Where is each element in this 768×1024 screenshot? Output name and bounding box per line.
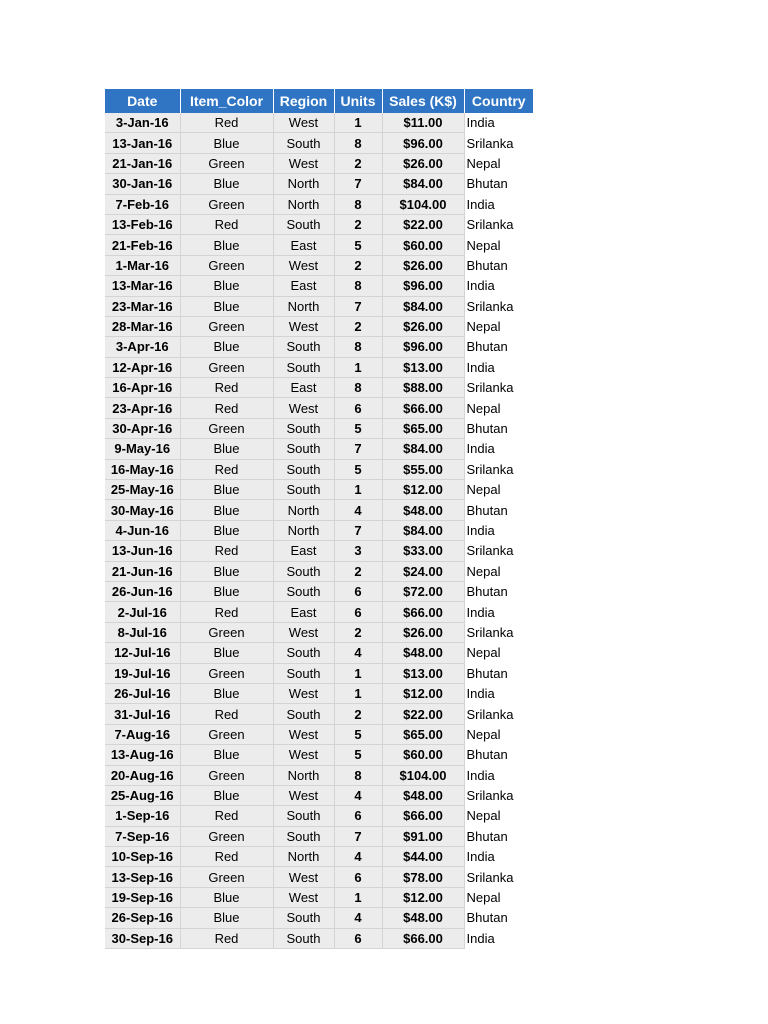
cell-item-color[interactable]: Blue <box>180 520 273 540</box>
cell-sales[interactable]: $66.00 <box>382 806 464 826</box>
cell-country[interactable]: Bhutan <box>464 418 533 438</box>
cell-item-color[interactable]: Blue <box>180 745 273 765</box>
table-row <box>105 541 533 561</box>
cell-country[interactable]: Srilanka <box>464 785 533 805</box>
cell-date[interactable]: 20-Aug-16 <box>105 765 180 785</box>
column-header-country[interactable]: Country <box>464 89 533 113</box>
cell-region[interactable]: South <box>273 663 334 683</box>
table-row <box>105 439 533 459</box>
cell-country[interactable]: Srilanka <box>464 867 533 887</box>
table-row <box>105 133 533 153</box>
cell-region[interactable]: South <box>273 561 334 581</box>
table-row <box>105 581 533 601</box>
cell-units[interactable]: 2 <box>334 316 382 336</box>
cell-units[interactable]: 7 <box>334 439 382 459</box>
cell-units[interactable]: 2 <box>334 214 382 234</box>
table-row <box>105 867 533 887</box>
cell-item-color[interactable]: Red <box>180 541 273 561</box>
cell-date[interactable]: 25-May-16 <box>105 480 180 500</box>
cell-region[interactable]: North <box>273 174 334 194</box>
sales-data-table <box>105 89 533 949</box>
cell-units[interactable]: 1 <box>334 887 382 907</box>
cell-date[interactable]: 21-Feb-16 <box>105 235 180 255</box>
table-row <box>105 561 533 581</box>
cell-region[interactable]: West <box>273 622 334 642</box>
cell-country[interactable]: India <box>464 765 533 785</box>
cell-date[interactable]: 7-Aug-16 <box>105 724 180 744</box>
cell-date[interactable]: 16-Apr-16 <box>105 378 180 398</box>
table-row <box>105 847 533 867</box>
cell-region[interactable]: West <box>273 785 334 805</box>
cell-country[interactable]: Bhutan <box>464 826 533 846</box>
cell-units[interactable]: 4 <box>334 643 382 663</box>
cell-units[interactable]: 4 <box>334 908 382 928</box>
table-row <box>105 337 533 357</box>
cell-units[interactable]: 7 <box>334 826 382 846</box>
cell-region[interactable]: North <box>273 194 334 214</box>
cell-item-color[interactable]: Red <box>180 459 273 479</box>
table-row <box>105 153 533 173</box>
cell-sales[interactable]: $96.00 <box>382 133 464 153</box>
cell-sales[interactable]: $48.00 <box>382 643 464 663</box>
table-row <box>105 520 533 540</box>
cell-region[interactable]: North <box>273 765 334 785</box>
cell-region[interactable]: South <box>273 704 334 724</box>
cell-units[interactable]: 1 <box>334 663 382 683</box>
cell-item-color[interactable]: Green <box>180 867 273 887</box>
cell-date[interactable]: 19-Jul-16 <box>105 663 180 683</box>
cell-item-color[interactable]: Green <box>180 663 273 683</box>
cell-item-color[interactable]: Red <box>180 113 273 133</box>
cell-units[interactable]: 4 <box>334 500 382 520</box>
cell-region[interactable]: North <box>273 500 334 520</box>
cell-sales[interactable]: $78.00 <box>382 867 464 887</box>
cell-units[interactable]: 7 <box>334 520 382 540</box>
table-row <box>105 194 533 214</box>
cell-date[interactable]: 21-Jan-16 <box>105 153 180 173</box>
cell-units[interactable]: 5 <box>334 418 382 438</box>
column-header-units[interactable]: Units <box>334 89 382 113</box>
cell-units[interactable]: 5 <box>334 745 382 765</box>
cell-sales[interactable]: $65.00 <box>382 418 464 438</box>
cell-region[interactable]: South <box>273 459 334 479</box>
cell-region[interactable]: East <box>273 541 334 561</box>
cell-region[interactable]: West <box>273 724 334 744</box>
cell-date[interactable]: 8-Jul-16 <box>105 622 180 642</box>
cell-sales[interactable]: $84.00 <box>382 520 464 540</box>
cell-units[interactable]: 8 <box>334 276 382 296</box>
cell-region[interactable]: South <box>273 581 334 601</box>
table-body <box>105 113 533 949</box>
cell-country[interactable]: Nepal <box>464 561 533 581</box>
cell-sales[interactable]: $48.00 <box>382 908 464 928</box>
cell-units[interactable]: 2 <box>334 622 382 642</box>
cell-date[interactable]: 28-Mar-16 <box>105 316 180 336</box>
cell-units[interactable]: 1 <box>334 357 382 377</box>
cell-country[interactable]: Bhutan <box>464 174 533 194</box>
table-row <box>105 235 533 255</box>
cell-sales[interactable]: $26.00 <box>382 255 464 275</box>
cell-item-color[interactable]: Red <box>180 378 273 398</box>
cell-date[interactable]: 30-Jan-16 <box>105 174 180 194</box>
cell-date[interactable]: 12-Jul-16 <box>105 643 180 663</box>
cell-sales[interactable]: $96.00 <box>382 337 464 357</box>
table-row <box>105 378 533 398</box>
cell-sales[interactable]: $88.00 <box>382 378 464 398</box>
cell-country[interactable]: Srilanka <box>464 214 533 234</box>
cell-region[interactable]: South <box>273 928 334 948</box>
cell-sales[interactable]: $13.00 <box>382 663 464 683</box>
table-row <box>105 765 533 785</box>
cell-sales[interactable]: $104.00 <box>382 194 464 214</box>
cell-units[interactable]: 2 <box>334 255 382 275</box>
table-row <box>105 255 533 275</box>
cell-country[interactable]: India <box>464 194 533 214</box>
cell-date[interactable]: 30-Sep-16 <box>105 928 180 948</box>
table-row <box>105 785 533 805</box>
cell-date[interactable]: 23-Mar-16 <box>105 296 180 316</box>
cell-country[interactable]: Nepal <box>464 887 533 907</box>
cell-item-color[interactable]: Green <box>180 826 273 846</box>
cell-country[interactable]: India <box>464 928 533 948</box>
cell-item-color[interactable]: Blue <box>180 235 273 255</box>
cell-date[interactable]: 21-Jun-16 <box>105 561 180 581</box>
cell-item-color[interactable]: Green <box>180 765 273 785</box>
cell-country[interactable]: India <box>464 847 533 867</box>
cell-region[interactable]: South <box>273 480 334 500</box>
cell-item-color[interactable]: Blue <box>180 561 273 581</box>
cell-units[interactable]: 6 <box>334 867 382 887</box>
cell-region[interactable]: East <box>273 602 334 622</box>
cell-sales[interactable]: $12.00 <box>382 887 464 907</box>
cell-date[interactable]: 25-Aug-16 <box>105 785 180 805</box>
table-row <box>105 459 533 479</box>
cell-sales[interactable]: $33.00 <box>382 541 464 561</box>
cell-country[interactable]: Nepal <box>464 398 533 418</box>
cell-item-color[interactable]: Blue <box>180 174 273 194</box>
cell-item-color[interactable]: Green <box>180 724 273 744</box>
table-row <box>105 316 533 336</box>
cell-units[interactable]: 7 <box>334 174 382 194</box>
cell-units[interactable]: 6 <box>334 602 382 622</box>
cell-country[interactable]: India <box>464 439 533 459</box>
cell-region[interactable]: East <box>273 276 334 296</box>
cell-sales[interactable]: $66.00 <box>382 602 464 622</box>
cell-sales[interactable]: $44.00 <box>382 847 464 867</box>
cell-region[interactable]: North <box>273 296 334 316</box>
cell-date[interactable]: 30-May-16 <box>105 500 180 520</box>
cell-sales[interactable]: $84.00 <box>382 174 464 194</box>
cell-units[interactable]: 4 <box>334 847 382 867</box>
table-row <box>105 683 533 703</box>
cell-region[interactable]: West <box>273 683 334 703</box>
cell-date[interactable]: 26-Sep-16 <box>105 908 180 928</box>
table-row <box>105 174 533 194</box>
cell-item-color[interactable]: Green <box>180 194 273 214</box>
cell-units[interactable]: 8 <box>334 194 382 214</box>
cell-country[interactable]: Srilanka <box>464 541 533 561</box>
cell-item-color[interactable]: Green <box>180 622 273 642</box>
cell-sales[interactable]: $12.00 <box>382 480 464 500</box>
cell-item-color[interactable]: Blue <box>180 908 273 928</box>
table-row <box>105 276 533 296</box>
table-row <box>105 480 533 500</box>
cell-sales[interactable]: $91.00 <box>382 826 464 846</box>
cell-sales[interactable]: $26.00 <box>382 622 464 642</box>
cell-date[interactable]: 7-Sep-16 <box>105 826 180 846</box>
cell-date[interactable]: 13-Sep-16 <box>105 867 180 887</box>
cell-item-color[interactable]: Blue <box>180 683 273 703</box>
cell-country[interactable]: Nepal <box>464 480 533 500</box>
cell-region[interactable]: West <box>273 867 334 887</box>
cell-date[interactable]: 7-Feb-16 <box>105 194 180 214</box>
table-row <box>105 704 533 724</box>
cell-item-color[interactable]: Red <box>180 398 273 418</box>
cell-item-color[interactable]: Blue <box>180 785 273 805</box>
cell-item-color[interactable]: Blue <box>180 581 273 601</box>
cell-sales[interactable]: $24.00 <box>382 561 464 581</box>
cell-date[interactable]: 13-Jan-16 <box>105 133 180 153</box>
cell-country[interactable]: India <box>464 602 533 622</box>
cell-country[interactable]: Srilanka <box>464 459 533 479</box>
cell-item-color[interactable]: Green <box>180 418 273 438</box>
cell-country[interactable]: Bhutan <box>464 745 533 765</box>
cell-country[interactable]: Bhutan <box>464 663 533 683</box>
cell-item-color[interactable]: Green <box>180 255 273 275</box>
cell-date[interactable]: 19-Sep-16 <box>105 887 180 907</box>
cell-date[interactable]: 3-Apr-16 <box>105 337 180 357</box>
cell-country[interactable]: Nepal <box>464 153 533 173</box>
cell-item-color[interactable]: Green <box>180 316 273 336</box>
table-row <box>105 806 533 826</box>
cell-region[interactable]: East <box>273 235 334 255</box>
table-row <box>105 622 533 642</box>
cell-date[interactable]: 1-Mar-16 <box>105 255 180 275</box>
cell-country[interactable]: Nepal <box>464 235 533 255</box>
cell-country[interactable]: India <box>464 683 533 703</box>
cell-country[interactable]: Srilanka <box>464 378 533 398</box>
cell-sales[interactable]: $84.00 <box>382 439 464 459</box>
table-row <box>105 724 533 744</box>
cell-sales[interactable]: $48.00 <box>382 500 464 520</box>
cell-sales[interactable]: $48.00 <box>382 785 464 805</box>
cell-item-color[interactable]: Red <box>180 602 273 622</box>
cell-units[interactable]: 4 <box>334 785 382 805</box>
cell-region[interactable]: West <box>273 745 334 765</box>
cell-item-color[interactable]: Blue <box>180 337 273 357</box>
cell-date[interactable]: 10-Sep-16 <box>105 847 180 867</box>
cell-region[interactable]: South <box>273 357 334 377</box>
cell-country[interactable]: Nepal <box>464 724 533 744</box>
cell-item-color[interactable]: Green <box>180 153 273 173</box>
cell-sales[interactable]: $60.00 <box>382 745 464 765</box>
cell-item-color[interactable]: Blue <box>180 887 273 907</box>
cell-units[interactable]: 5 <box>334 235 382 255</box>
table-row <box>105 908 533 928</box>
cell-region[interactable]: South <box>273 418 334 438</box>
cell-units[interactable]: 6 <box>334 928 382 948</box>
cell-units[interactable]: 3 <box>334 541 382 561</box>
cell-item-color[interactable]: Green <box>180 357 273 377</box>
table-row <box>105 928 533 948</box>
cell-date[interactable]: 30-Apr-16 <box>105 418 180 438</box>
cell-sales[interactable]: $13.00 <box>382 357 464 377</box>
cell-country[interactable]: Nepal <box>464 316 533 336</box>
cell-item-color[interactable]: Red <box>180 928 273 948</box>
cell-sales[interactable]: $12.00 <box>382 683 464 703</box>
cell-region[interactable]: West <box>273 887 334 907</box>
cell-date[interactable]: 3-Jan-16 <box>105 113 180 133</box>
cell-country[interactable]: India <box>464 276 533 296</box>
cell-date[interactable]: 4-Jun-16 <box>105 520 180 540</box>
cell-sales[interactable]: $72.00 <box>382 581 464 601</box>
table-row <box>105 602 533 622</box>
cell-country[interactable]: India <box>464 357 533 377</box>
cell-date[interactable]: 13-Mar-16 <box>105 276 180 296</box>
cell-sales[interactable]: $22.00 <box>382 704 464 724</box>
table-row <box>105 398 533 418</box>
table-row <box>105 745 533 765</box>
cell-units[interactable]: 6 <box>334 398 382 418</box>
cell-region[interactable]: South <box>273 214 334 234</box>
table-row <box>105 826 533 846</box>
cell-units[interactable]: 6 <box>334 806 382 826</box>
column-header-date[interactable]: Date <box>105 89 180 113</box>
table-row <box>105 663 533 683</box>
cell-region[interactable]: South <box>273 439 334 459</box>
cell-item-color[interactable]: Blue <box>180 500 273 520</box>
cell-date[interactable]: 26-Jul-16 <box>105 683 180 703</box>
cell-date[interactable]: 12-Apr-16 <box>105 357 180 377</box>
cell-date[interactable]: 23-Apr-16 <box>105 398 180 418</box>
table-row <box>105 357 533 377</box>
cell-item-color[interactable]: Blue <box>180 643 273 663</box>
cell-country[interactable]: India <box>464 520 533 540</box>
cell-sales[interactable]: $60.00 <box>382 235 464 255</box>
cell-sales[interactable]: $96.00 <box>382 276 464 296</box>
cell-sales[interactable]: $104.00 <box>382 765 464 785</box>
cell-country[interactable]: Bhutan <box>464 500 533 520</box>
cell-country[interactable]: Nepal <box>464 643 533 663</box>
cell-region[interactable]: West <box>273 113 334 133</box>
cell-sales[interactable]: $11.00 <box>382 113 464 133</box>
cell-region[interactable]: West <box>273 398 334 418</box>
cell-region[interactable]: South <box>273 826 334 846</box>
cell-sales[interactable]: $84.00 <box>382 296 464 316</box>
cell-item-color[interactable]: Blue <box>180 133 273 153</box>
cell-units[interactable]: 1 <box>334 113 382 133</box>
cell-date[interactable]: 2-Jul-16 <box>105 602 180 622</box>
cell-region[interactable]: North <box>273 847 334 867</box>
column-header-sales[interactable]: Sales (K$) <box>382 89 464 113</box>
cell-region[interactable]: South <box>273 133 334 153</box>
cell-item-color[interactable]: Blue <box>180 480 273 500</box>
cell-sales[interactable]: $26.00 <box>382 153 464 173</box>
table-row <box>105 500 533 520</box>
cell-units[interactable]: 8 <box>334 337 382 357</box>
cell-units[interactable]: 7 <box>334 296 382 316</box>
cell-units[interactable]: 6 <box>334 581 382 601</box>
cell-units[interactable]: 8 <box>334 378 382 398</box>
cell-sales[interactable]: $66.00 <box>382 928 464 948</box>
cell-item-color[interactable]: Red <box>180 214 273 234</box>
cell-units[interactable]: 2 <box>334 704 382 724</box>
cell-date[interactable]: 16-May-16 <box>105 459 180 479</box>
cell-units[interactable]: 5 <box>334 459 382 479</box>
cell-sales[interactable]: $65.00 <box>382 724 464 744</box>
cell-units[interactable]: 8 <box>334 765 382 785</box>
cell-date[interactable]: 31-Jul-16 <box>105 704 180 724</box>
cell-date[interactable]: 13-Aug-16 <box>105 745 180 765</box>
cell-region[interactable]: West <box>273 316 334 336</box>
cell-country[interactable]: Srilanka <box>464 704 533 724</box>
table-row <box>105 296 533 316</box>
cell-date[interactable]: 13-Feb-16 <box>105 214 180 234</box>
cell-units[interactable]: 1 <box>334 480 382 500</box>
cell-country[interactable]: Bhutan <box>464 255 533 275</box>
table-row <box>105 887 533 907</box>
cell-region[interactable]: East <box>273 378 334 398</box>
cell-region[interactable]: West <box>273 153 334 173</box>
cell-item-color[interactable]: Blue <box>180 439 273 459</box>
table-row <box>105 643 533 663</box>
cell-country[interactable]: Bhutan <box>464 908 533 928</box>
cell-date[interactable]: 13-Jun-16 <box>105 541 180 561</box>
cell-sales[interactable]: $55.00 <box>382 459 464 479</box>
cell-date[interactable]: 26-Jun-16 <box>105 581 180 601</box>
cell-country[interactable]: Nepal <box>464 806 533 826</box>
cell-date[interactable]: 9-May-16 <box>105 439 180 459</box>
table-row <box>105 113 533 133</box>
cell-country[interactable]: Bhutan <box>464 337 533 357</box>
cell-country[interactable]: Srilanka <box>464 622 533 642</box>
cell-units[interactable]: 2 <box>334 561 382 581</box>
cell-country[interactable]: India <box>464 113 533 133</box>
cell-units[interactable]: 8 <box>334 133 382 153</box>
cell-sales[interactable]: $66.00 <box>382 398 464 418</box>
cell-sales[interactable]: $26.00 <box>382 316 464 336</box>
cell-sales[interactable]: $22.00 <box>382 214 464 234</box>
cell-region[interactable]: South <box>273 643 334 663</box>
cell-country[interactable]: Srilanka <box>464 133 533 153</box>
cell-region[interactable]: South <box>273 337 334 357</box>
header-row <box>105 89 533 113</box>
cell-region[interactable]: South <box>273 806 334 826</box>
cell-item-color[interactable]: Red <box>180 806 273 826</box>
cell-region[interactable]: South <box>273 908 334 928</box>
cell-units[interactable]: 5 <box>334 724 382 744</box>
cell-region[interactable]: North <box>273 520 334 540</box>
column-header-region[interactable]: Region <box>273 89 334 113</box>
cell-units[interactable]: 2 <box>334 153 382 173</box>
cell-country[interactable]: Srilanka <box>464 296 533 316</box>
cell-item-color[interactable]: Blue <box>180 276 273 296</box>
cell-date[interactable]: 1-Sep-16 <box>105 806 180 826</box>
cell-region[interactable]: West <box>273 255 334 275</box>
cell-item-color[interactable]: Blue <box>180 296 273 316</box>
cell-units[interactable]: 1 <box>334 683 382 703</box>
cell-item-color[interactable]: Red <box>180 704 273 724</box>
column-header-item-color[interactable]: Item_Color <box>180 89 273 113</box>
table-row <box>105 214 533 234</box>
table-row <box>105 418 533 438</box>
cell-country[interactable]: Bhutan <box>464 581 533 601</box>
cell-item-color[interactable]: Red <box>180 847 273 867</box>
